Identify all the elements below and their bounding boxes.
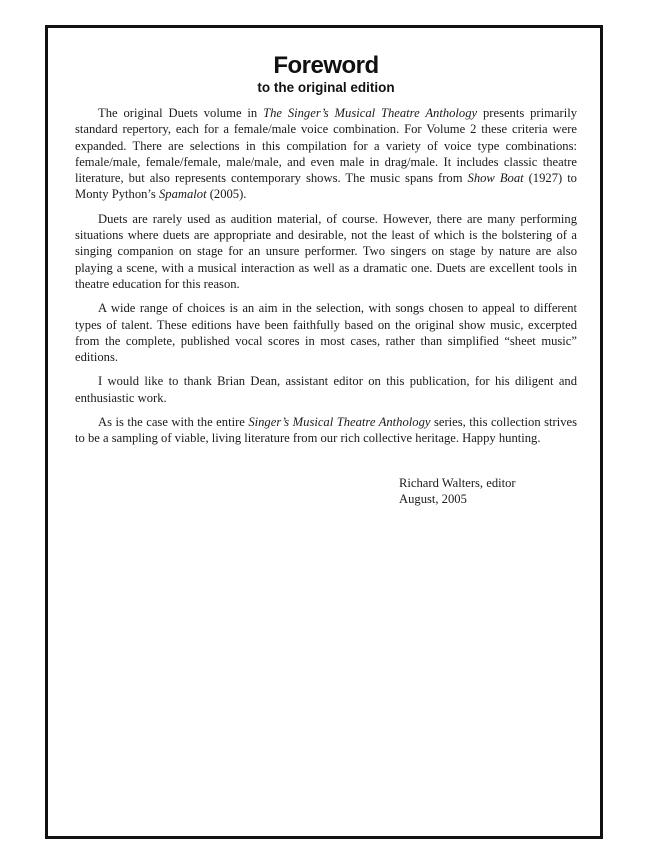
show-title: Spamalot [158,187,207,202]
paragraph: A wide range of choices is an aim in the selection, with songs chosen to appeal to different types of talent. These editions have been faithfully based on the original show music, excerpted from the complete, published vocal scores in most cases, rather than simplified “sheet music” editions. [75,301,577,365]
text: (1927) to Monty Python’s [75,171,577,202]
page-border [45,25,603,839]
signature-name: Richard Walters, editor [399,475,516,490]
signature-date: August, 2005 [399,491,467,506]
text: As is the case with the entire [98,415,249,430]
paragraph: Duets are rarely used as audition material, of course. However, there are many performing situations where duets are appropriate and desirable, not the least of which is the bolstering of a singing companion on stage for an unsure performer. Two singers on stage by nature are also playing a scene, with a musical interaction as well as a dramatic one. Duets are excellent tools in theatre education for this reason. [75,211,577,291]
page-content [48,28,600,507]
paragraph [75,414,577,447]
text: series, this collection strives to be a sampling of viable, living literature from our rich collective heritage. Happy hunting. [75,415,577,446]
book-title: The Singer’s Musical Theatre Anthology [263,106,478,120]
page-title: Foreword [273,52,379,79]
paragraph: I would like to thank Brian Dean, assistant editor on this publication, for his diligent and enthusiastic work. [75,374,577,405]
text: (2005). [206,187,247,202]
page-subtitle: to the original edition [257,80,395,95]
show-title: Show Boat [467,171,524,186]
paragraph [75,105,577,203]
text: The original Duets volume in [98,106,264,120]
foreword-body [75,105,577,447]
text: presents primarily standard repertory, each for a female/male voice combination. For Volume 2 these criteria were expanded. There are selections in this compilation for a variety of voice type combinations: female/male, female/female, male/male, and even male in drag/male. It includes classic theatre literature, but also represents contemporary shows. The music spans from [75,106,577,186]
signature [399,475,577,508]
book-title: Singer’s Musical Theatre Anthology [248,415,431,430]
